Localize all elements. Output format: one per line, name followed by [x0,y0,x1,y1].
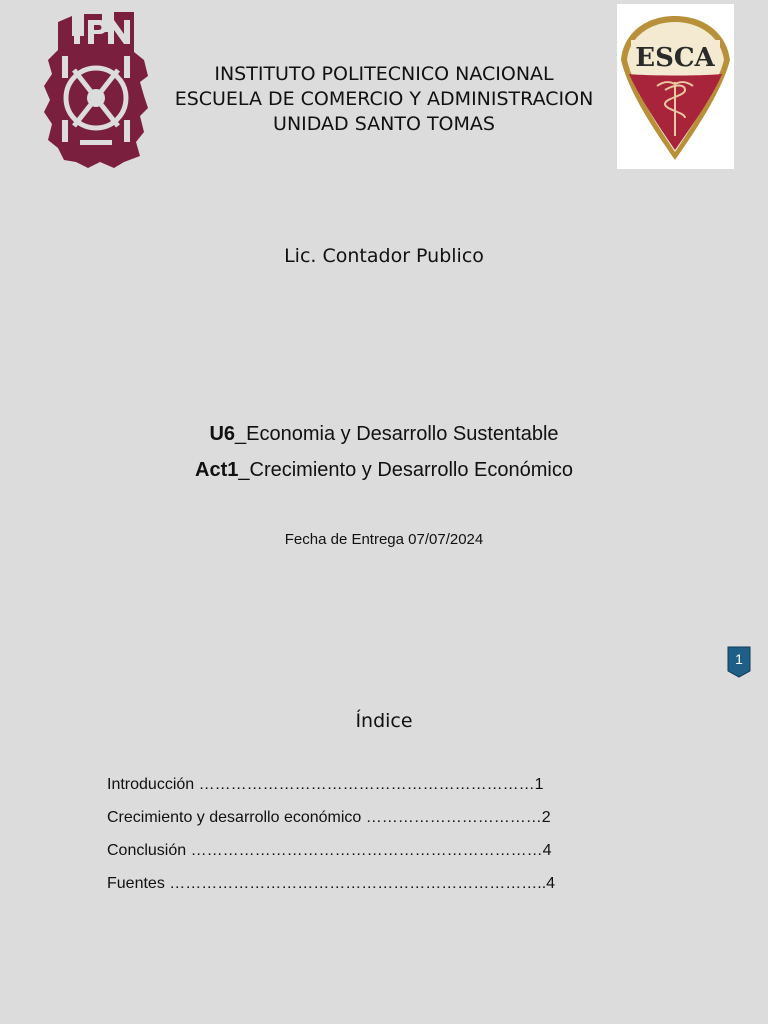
delivery-date: Fecha de Entrega 07/07/2024 [284,531,484,548]
esca-shield-icon [617,4,734,169]
toc-entry-conclusion: Conclusión …………………………………………………………4 [107,842,552,859]
esca-logo [617,4,734,169]
institution-header [150,62,618,137]
institution-line-1: INSTITUTO POLITECNICO NACIONAL [214,63,554,85]
toc-entry-crecimiento: Crecimiento y desarrollo económico ……………………………2 [107,809,551,826]
career-title: Lic. Contador Publico [284,245,484,267]
index-title: Índice [355,710,413,732]
page-number: 1 [735,651,743,667]
activity-title: _Crecimiento y Desarrollo Económico [238,459,573,481]
unit-code: U6 [209,423,236,445]
institution-line-3: UNIDAD SANTO TOMAS [273,113,495,135]
institution-line-2: ESCUELA DE COMERCIO Y ADMINISTRACION [174,88,594,110]
activity-code: Act1 [195,459,239,481]
ipn-logo [44,12,148,168]
esca-logo-text: ESCA [635,43,715,73]
toc-entry-introduccion: Introducción ………………………………………………………1 [107,776,544,793]
unit-line [0,421,768,447]
toc-entry-fuentes: Fuentes ……………………………………………………………..4 [107,875,556,892]
unit-title: _Economia y Desarrollo Sustentable [235,423,559,445]
activity-line [0,457,768,483]
table-of-contents [107,774,607,906]
